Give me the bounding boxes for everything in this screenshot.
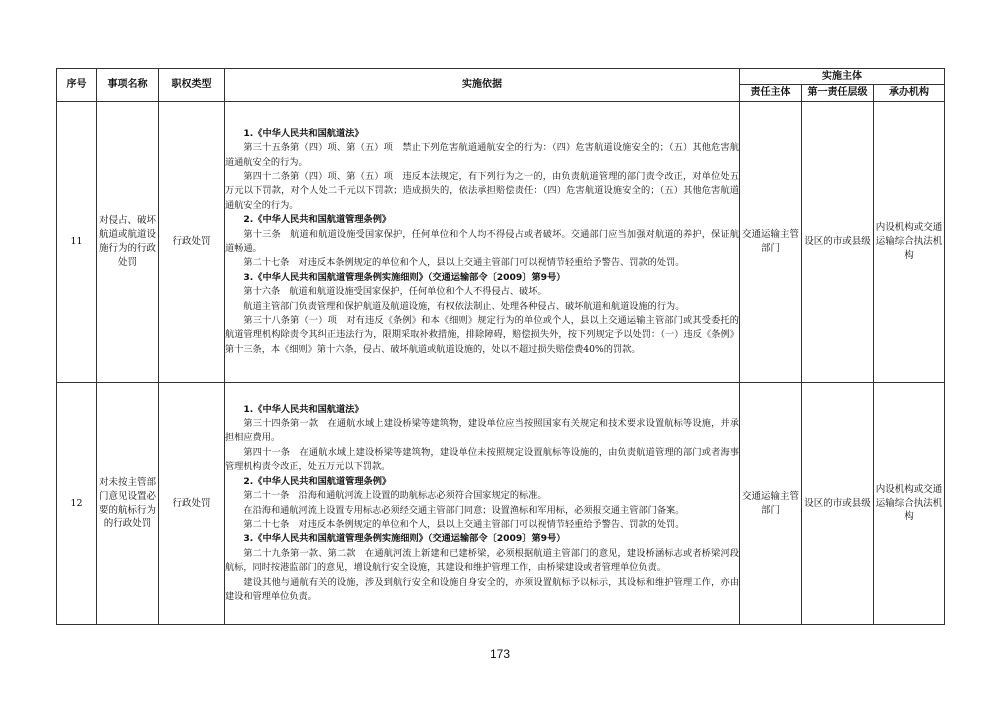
row-agency: 内设机构或交通运输综合执法机构 bbox=[874, 383, 945, 625]
basis-paragraph: 第二十七条 对违反本条例规定的单位和个人，县以上交通主管部门可以视情节轻重给予警告、罚款的处罚。 bbox=[243, 518, 685, 530]
basis-paragraph: 第三十四条第一款 在通航水域上建设桥梁等建筑物，建设单位应当按照国家有关规定和技术要求设置航标等设施，并承担相应费用。 bbox=[225, 418, 739, 444]
basis-paragraph: 在沿海和通航河流上设置专用标志必须经交通主管部门同意；设置渔标和军用标，必须报交通主管部门备案。 bbox=[243, 504, 685, 516]
basis-paragraph: 第二十一条 沿海和通航河流上设置的助航标志必须符合国家规定的标准。 bbox=[243, 490, 547, 502]
header-no: 序号 bbox=[57, 69, 97, 102]
row-item-name: 对侵占、破坏航道或航道设施行为的行政处罚 bbox=[97, 102, 159, 383]
row-first-level: 设区的市或县级 bbox=[802, 383, 874, 625]
row-first-level: 设区的市或县级 bbox=[802, 102, 874, 383]
basis-paragraph: 3.《中华人民共和国航道管理条例实施细则》（交通运输部令〔2009〕第9号） bbox=[243, 271, 566, 283]
basis-paragraph: 第十三条 航道和航道设施受国家保护，任何单位和个人均不得侵占或者破坏。交通部门应当加强对航道的养护，保证航道畅通。 bbox=[225, 228, 739, 254]
row-no: 11 bbox=[57, 102, 97, 383]
header-first-level: 第一责任层级 bbox=[802, 85, 874, 102]
basis-paragraph: 第三十八条第（一）项 对有违反《条例》和本《细则》规定行为的单位或个人，县以上交通运输主管部门或其受委托的航道管理机构除责令其纠正违法行为，限期采取补救措施，排除障碍，赔偿损失外，按下列规定予以处罚：（一）违反《条例》第十三条，本《细则》第十六条，侵占、破坏航道或航道设施的，处以不超过损失赔偿费40%的罚款。 bbox=[225, 315, 739, 355]
basis-paragraph: 航道主管部门负责管理和保护航道及航道设施，有权依法制止、处理各种侵占、破坏航道和航道设施的行为。 bbox=[243, 300, 685, 312]
basis-paragraph: 第四十一条 在通航水域上建设桥梁等建筑物，建设单位未按照规定设置航标等设施的，由负责航道管理的部门或者海事管理机构责令改正，处五万元以下罚款。 bbox=[225, 446, 739, 473]
row-responsible: 交通运输主管部门 bbox=[740, 102, 802, 383]
header-agency: 承办机构 bbox=[874, 85, 945, 102]
row-basis bbox=[225, 383, 740, 625]
basis-paragraph: 1.《中华人民共和国航道法》 bbox=[243, 127, 364, 139]
header-implementing-subject: 实施主体 bbox=[740, 69, 945, 85]
row-authority-type: 行政处罚 bbox=[159, 102, 225, 383]
basis-paragraph: 第四十二条第（四）项、第（五）项 违反本法规定，有下列行为之一的，由负责航道管理的部门责令改正，对单位处五万元以下罚款，对个人处二千元以下罚款；造成损失的，依法承担赔偿责任：（四）危害航道设施安全的；（五）其他危害航道通航安全的行为。 bbox=[225, 170, 739, 211]
basis-paragraph: 第三十五条第（四）项、第（五）项 禁止下列危害航道通航安全的行为：（四）危害航道设施安全的；（五）其他危害航道通航安全的行为。 bbox=[225, 142, 739, 168]
row-item-name: 对未按主管部门意见设置必要的航标行为的行政处罚 bbox=[97, 383, 159, 625]
page-number: 173 bbox=[489, 647, 511, 661]
basis-paragraph: 第二十九条第一款、第二款 在通航河流上新建和已建桥梁，必须根据航道主管部门的意见，建设桥涵标志或者桥梁河段航标，同时按港监部门的意见，增设航行安全设施，其建设和维护管理工作，由桥梁建设或者管理单位负责。 bbox=[225, 547, 739, 574]
header-responsible: 责任主体 bbox=[740, 85, 802, 102]
table-row bbox=[57, 102, 945, 383]
row-agency: 内设机构或交通运输综合执法机构 bbox=[874, 102, 945, 383]
enforcement-table bbox=[56, 68, 945, 625]
header-basis: 实施依据 bbox=[225, 69, 740, 102]
row-no: 12 bbox=[57, 383, 97, 625]
table-row bbox=[57, 383, 945, 625]
basis-paragraph: 1.《中华人民共和国航道法》 bbox=[243, 403, 364, 415]
basis-paragraph: 建设其他与通航有关的设施，涉及到航行安全和设施自身安全的，亦须设置航标予以标示，其设标和维护管理工作，亦由建设和管理单位负责。 bbox=[225, 576, 739, 602]
row-authority-type: 行政处罚 bbox=[159, 383, 225, 625]
header-item-name: 事项名称 bbox=[97, 69, 159, 102]
basis-paragraph: 3.《中华人民共和国航道管理条例实施细则》（交通运输部令〔2009〕第9号） bbox=[243, 533, 566, 545]
row-responsible: 交通运输主管部门 bbox=[740, 383, 802, 625]
header-authority-type: 职权类型 bbox=[159, 69, 225, 102]
row-basis bbox=[225, 102, 740, 383]
basis-paragraph: 第十六条 航道和航道设施受国家保护，任何单位和个人不得侵占、破坏。 bbox=[243, 286, 547, 298]
basis-paragraph: 2.《中华人民共和国航道管理条例》 bbox=[243, 475, 392, 487]
basis-paragraph: 第二十七条 对违反本条例规定的单位和个人，县以上交通主管部门可以视情节轻重给予警告、罚款的处罚。 bbox=[243, 257, 685, 269]
basis-paragraph: 2.《中华人民共和国航道管理条例》 bbox=[243, 214, 392, 226]
